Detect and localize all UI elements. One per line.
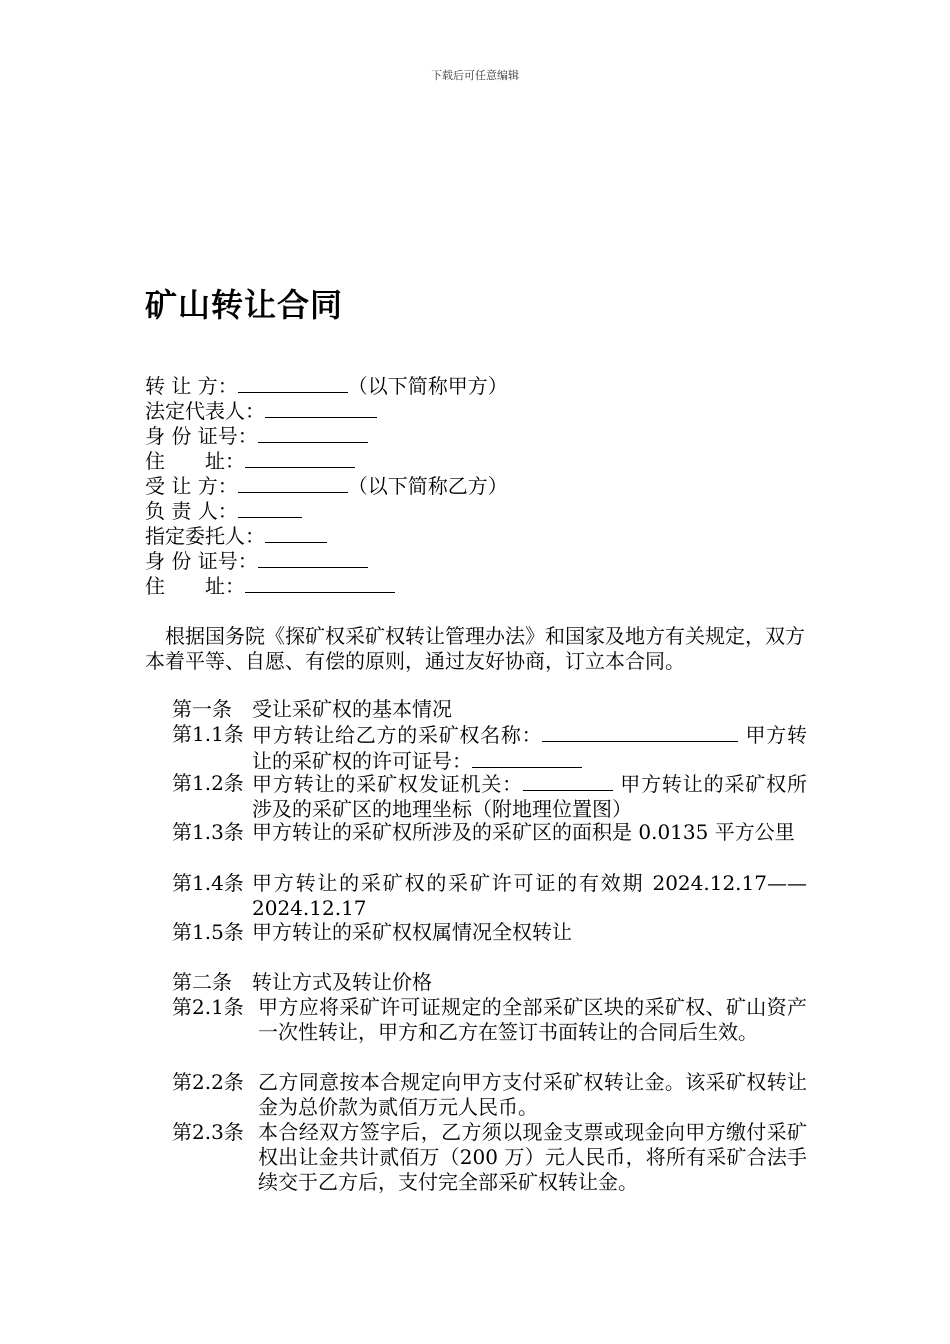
- clause-text: 乙方同意按本合规定向甲方支付采矿权转让金。该采矿权转让金为总价款为贰佰万元人民币。: [258, 1070, 807, 1119]
- party-fields: [145, 373, 508, 598]
- field-suffix: （以下简称乙方）: [347, 474, 508, 498]
- intro-paragraph: 根据国务院《探矿权采矿权转让管理办法》和国家及地方有关规定，双方本着平等、自愿、有偿的原则，通过友好协商，订立本合同。: [145, 624, 805, 673]
- clause-1-3: [172, 820, 807, 845]
- article-2-heading: 第二条 转让方式及转让价格: [172, 970, 432, 994]
- header-note: 下载后可任意编辑: [431, 69, 519, 82]
- id-number-b-blank[interactable]: [258, 548, 368, 568]
- field-label: 住 址：: [145, 574, 245, 598]
- address-a-blank[interactable]: [245, 448, 355, 468]
- field-person-in-charge: [145, 498, 508, 523]
- clause-text: 甲方转让的采矿权权属情况全权转让: [252, 920, 572, 944]
- legal-representative-blank[interactable]: [265, 398, 377, 418]
- field-label: 法定代表人：: [145, 399, 265, 423]
- article-1-heading: 第一条 受让采矿权的基本情况: [172, 697, 452, 721]
- clause-1-2: [172, 771, 807, 822]
- field-address-a: [145, 448, 508, 473]
- field-label: 转 让 方：: [145, 374, 238, 398]
- id-number-a-blank[interactable]: [258, 423, 368, 443]
- clause-2-3: [172, 1120, 807, 1195]
- designated-agent-blank[interactable]: [265, 523, 327, 543]
- clause-text: 甲方转让给乙方的采矿权名称： 甲方转让的采矿权的许可证号：: [252, 723, 808, 773]
- field-id-number-a: [145, 423, 508, 448]
- clause-text: 甲方应将采矿许可证规定的全部采矿区块的采矿权、矿山资产一次性转让，甲方和乙方在签订书面转让的合同后生效。: [258, 995, 807, 1044]
- clause-1-5: [172, 920, 807, 945]
- field-transferor: [145, 373, 508, 398]
- clause-number: 第2.1条: [172, 995, 244, 1019]
- clause-number: 第1.3条: [172, 820, 244, 844]
- transferee-blank[interactable]: [238, 473, 348, 493]
- field-designated-agent: [145, 523, 508, 548]
- clause-number: 第1.2条: [172, 771, 244, 795]
- clause-number: 第1.5条: [172, 920, 244, 944]
- clause-text: 甲方转让的采矿权发证机关： 甲方转让的采矿权所涉及的采矿区的地理坐标（附地理位置图）: [252, 772, 807, 821]
- transferor-blank[interactable]: [238, 373, 348, 393]
- clause-2-2: [172, 1070, 807, 1120]
- field-id-number-b: [145, 548, 508, 573]
- mining-right-name-blank[interactable]: [542, 722, 738, 742]
- clause-2-1: [172, 995, 807, 1045]
- field-label: 身 份 证号：: [145, 549, 258, 573]
- field-label: 受 让 方：: [145, 474, 238, 498]
- field-transferee: [145, 473, 508, 498]
- clause-number: 第2.3条: [172, 1120, 244, 1144]
- license-number-blank[interactable]: [472, 748, 582, 768]
- field-label: 身 份 证号：: [145, 424, 258, 448]
- field-address-b: [145, 573, 508, 598]
- clause-1-4: [172, 871, 807, 921]
- field-label: 指定委托人：: [145, 524, 265, 548]
- person-in-charge-blank[interactable]: [238, 498, 302, 518]
- field-label: 负 责 人：: [145, 499, 238, 523]
- field-legal-representative: [145, 398, 508, 423]
- clause-text: 甲方转让的采矿权所涉及的采矿区的面积是 0.0135 平方公里: [252, 820, 795, 844]
- clause-text: 甲方转让的采矿权的采矿许可证的有效期 2024.12.17——2024.12.17: [252, 871, 807, 920]
- clause-number: 第1.1条: [172, 722, 244, 746]
- clause-1-1: [172, 722, 807, 774]
- clause-text: 本合经双方签字后，乙方须以现金支票或现金向甲方缴付采矿权出让金共计贰佰万（200 万）元人民币，将所有采矿合法手续交于乙方后，支付完全部采矿权转让金。: [258, 1120, 807, 1194]
- field-suffix: （以下简称甲方）: [347, 374, 508, 398]
- clause-number: 第2.2条: [172, 1070, 244, 1094]
- clause-number: 第1.4条: [172, 871, 244, 895]
- page-title: 矿山转让合同: [145, 286, 344, 324]
- address-b-blank[interactable]: [245, 573, 395, 593]
- issuing-authority-blank[interactable]: [523, 771, 613, 791]
- field-label: 住 址：: [145, 449, 245, 473]
